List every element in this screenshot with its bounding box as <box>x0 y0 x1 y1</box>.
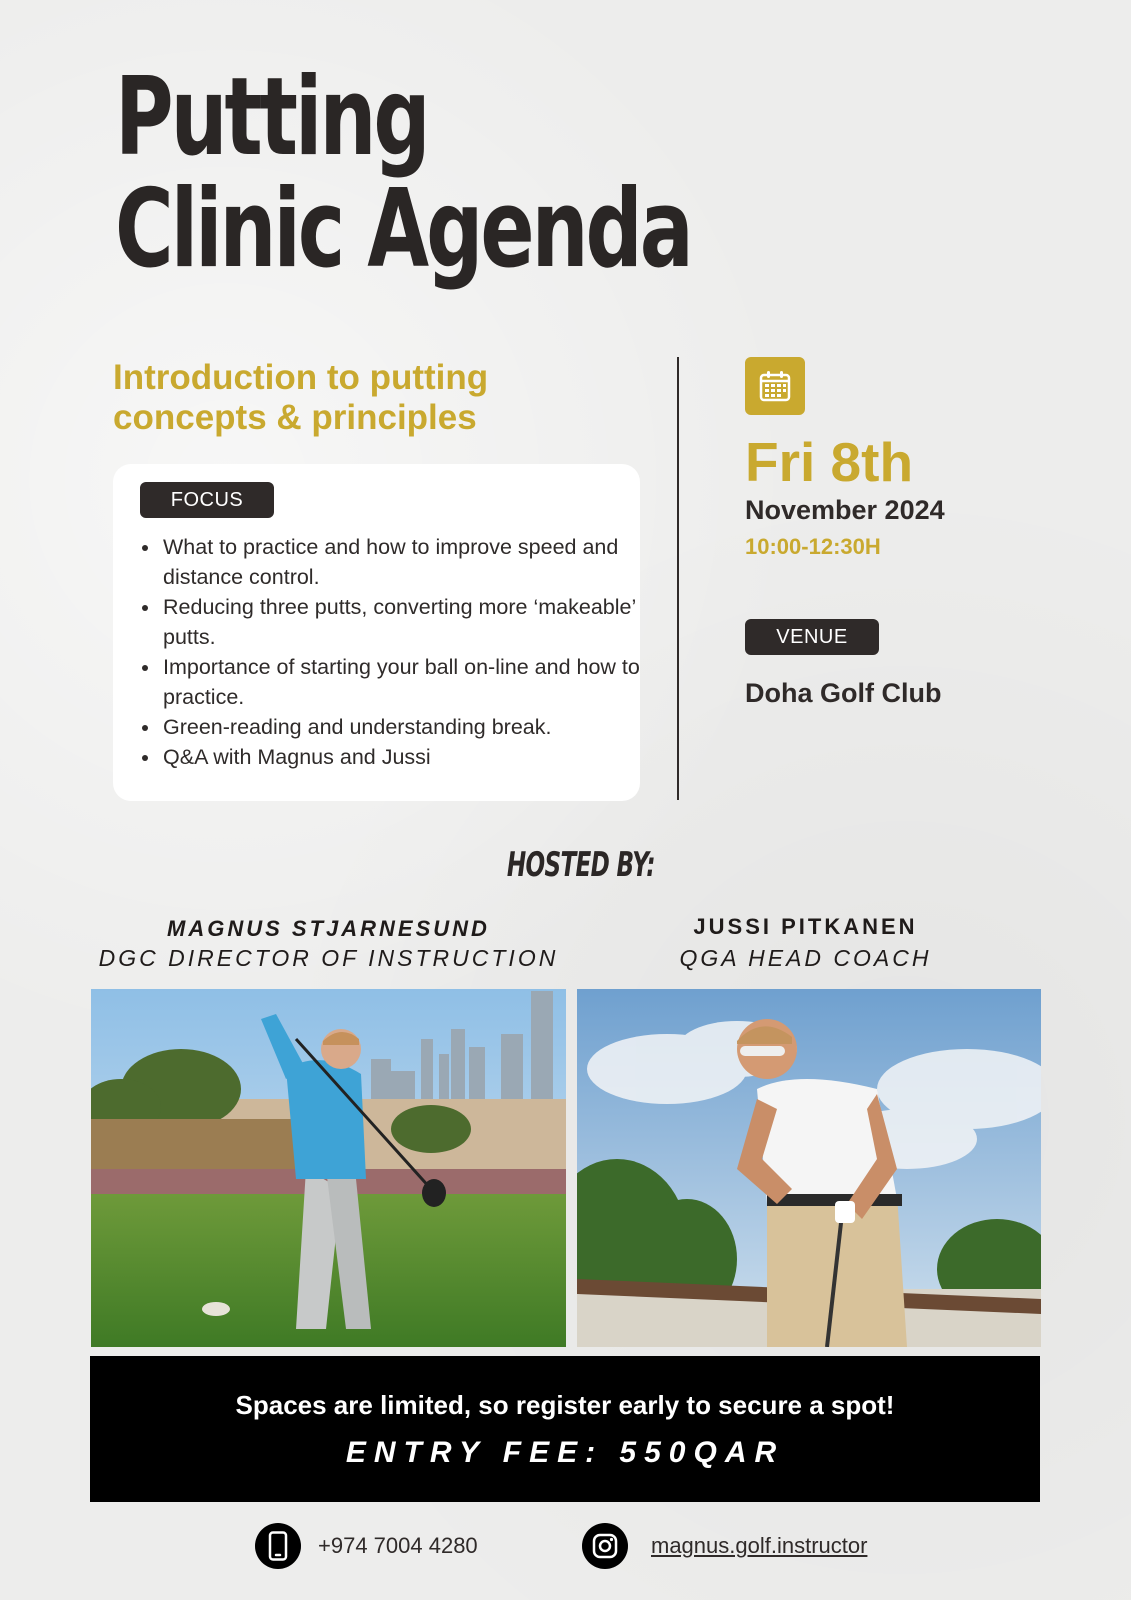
event-time: 10:00-12:30H <box>745 534 881 559</box>
venue-name: Doha Golf Club <box>745 678 942 708</box>
focus-item: • Importance of starting your ball on-line and how to practice. <box>161 652 641 712</box>
entry-fee: ENTRY FEE: 550QAR <box>345 1436 785 1469</box>
focus-item: • What to practice and how to improve speed and distance control. <box>161 532 641 592</box>
phone-icon <box>255 1523 301 1569</box>
intro-heading: Introduction to putting concepts & principles <box>113 358 489 437</box>
phone-number[interactable]: +974 7004 4280 <box>318 1533 478 1558</box>
title-line-2: Clinic Agenda <box>115 167 691 292</box>
host-2-photo <box>577 989 1041 1347</box>
host-2-name: JUSSI PITKANEN <box>693 914 918 939</box>
host-2-role: QGA HEAD COACH <box>679 945 932 971</box>
host-1-photo <box>91 989 566 1347</box>
focus-card <box>113 464 640 801</box>
venue-badge: VENUE <box>745 619 879 655</box>
focus-item: • Q&A with Magnus and Jussi <box>161 742 641 772</box>
registration-notice: Spaces are limited, so register early to secure a spot! <box>235 1390 895 1420</box>
page-title <box>115 55 691 292</box>
host-1-role: DGC DIRECTOR OF INSTRUCTION <box>98 945 559 971</box>
title-line-1: Putting <box>115 55 428 180</box>
event-month-year: November 2024 <box>745 495 945 525</box>
focus-item: • Reducing three putts, converting more ‘makeable’ putts. <box>161 592 641 652</box>
focus-badge: FOCUS <box>140 482 274 518</box>
event-day: Fri 8th <box>745 431 914 493</box>
hosted-by-heading <box>0 845 1131 885</box>
calendar-icon <box>745 357 805 415</box>
focus-list <box>139 532 641 772</box>
host-1-name: MAGNUS STJARNESUND <box>167 916 490 941</box>
column-divider <box>677 357 679 800</box>
instagram-icon <box>582 1523 628 1569</box>
focus-item: • Green-reading and understanding break. <box>161 712 641 742</box>
hosted-by-text: HOSTED BY: <box>506 845 655 885</box>
instagram-handle-link[interactable]: magnus.golf.instructor <box>651 1533 868 1558</box>
registration-banner <box>90 1356 1040 1502</box>
